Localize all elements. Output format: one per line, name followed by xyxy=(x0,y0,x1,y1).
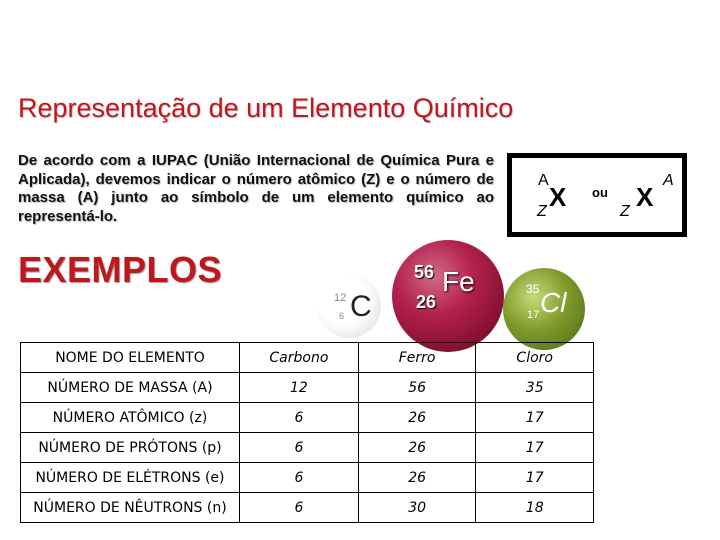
table-cell: 17 xyxy=(476,463,594,493)
table-cell: 6 xyxy=(239,493,358,523)
table-row xyxy=(21,463,594,493)
element-data-table xyxy=(20,342,594,523)
table-cell: 26 xyxy=(358,463,476,493)
intro-paragraph: De acordo com a IUPAC (União Internacional de Química Pura e Aplicada), devemos indicar o número atômico (Z) e o número de massa (A) junto ao símbolo de um elemento químico ao representá-lo. xyxy=(18,152,494,225)
examples-heading: EXEMPLOS xyxy=(18,249,223,290)
iron-mass-number: 56 xyxy=(414,262,435,282)
carbon-symbol: C xyxy=(350,290,372,323)
row-label: NOME DO ELEMENTO xyxy=(21,343,240,373)
chlorine-atomic-number: 17 xyxy=(527,309,540,321)
table-row xyxy=(21,343,594,373)
row-label: NÚMERO DE MASSA (A) xyxy=(21,373,240,403)
notation-left-symbol: X xyxy=(549,182,567,212)
page-title: Representação de um Elemento Químico xyxy=(18,93,514,123)
chlorine-symbol: Cl xyxy=(540,287,567,318)
table-cell: 6 xyxy=(239,463,358,493)
notation-box xyxy=(507,153,687,237)
row-label: NÚMERO DE ELÉTRONS (e) xyxy=(21,463,240,493)
notation-left-mass: A xyxy=(538,172,549,189)
table-cell: 12 xyxy=(239,373,358,403)
notation-separator: ou xyxy=(592,185,608,200)
table-cell: 26 xyxy=(358,403,476,433)
notation-right-atomic: Z xyxy=(620,203,630,220)
table-cell: 18 xyxy=(476,493,594,523)
table-cell: 17 xyxy=(476,433,594,463)
table-row xyxy=(21,403,594,433)
table-cell: 17 xyxy=(476,403,594,433)
table-cell: 35 xyxy=(476,373,594,403)
notation-right-mass: A xyxy=(663,172,674,189)
row-label: NÚMERO DE PRÓTONS (p) xyxy=(21,433,240,463)
carbon-atomic-number: 6 xyxy=(339,311,345,321)
table-cell: Carbono xyxy=(239,343,358,373)
notation-left-atomic: Z xyxy=(537,203,547,220)
table-cell: 6 xyxy=(239,433,358,463)
table-cell: 6 xyxy=(239,403,358,433)
chlorine-mass-number: 35 xyxy=(526,282,540,296)
table-cell: 30 xyxy=(358,493,476,523)
notation-right-symbol: X xyxy=(636,182,654,212)
table-row xyxy=(21,493,594,523)
table-cell: 56 xyxy=(358,373,476,403)
iron-atomic-number: 26 xyxy=(416,292,437,312)
row-label: NÚMERO DE NÊUTRONS (n) xyxy=(21,493,240,523)
table-cell: 26 xyxy=(358,433,476,463)
carbon-mass-number: 12 xyxy=(334,292,347,304)
iron-symbol: Fe xyxy=(442,266,475,297)
row-label: NÚMERO ATÔMICO (z) xyxy=(21,403,240,433)
table-cell: Ferro xyxy=(358,343,476,373)
table-row xyxy=(21,433,594,463)
table-cell: Cloro xyxy=(476,343,594,373)
table-row xyxy=(21,373,594,403)
